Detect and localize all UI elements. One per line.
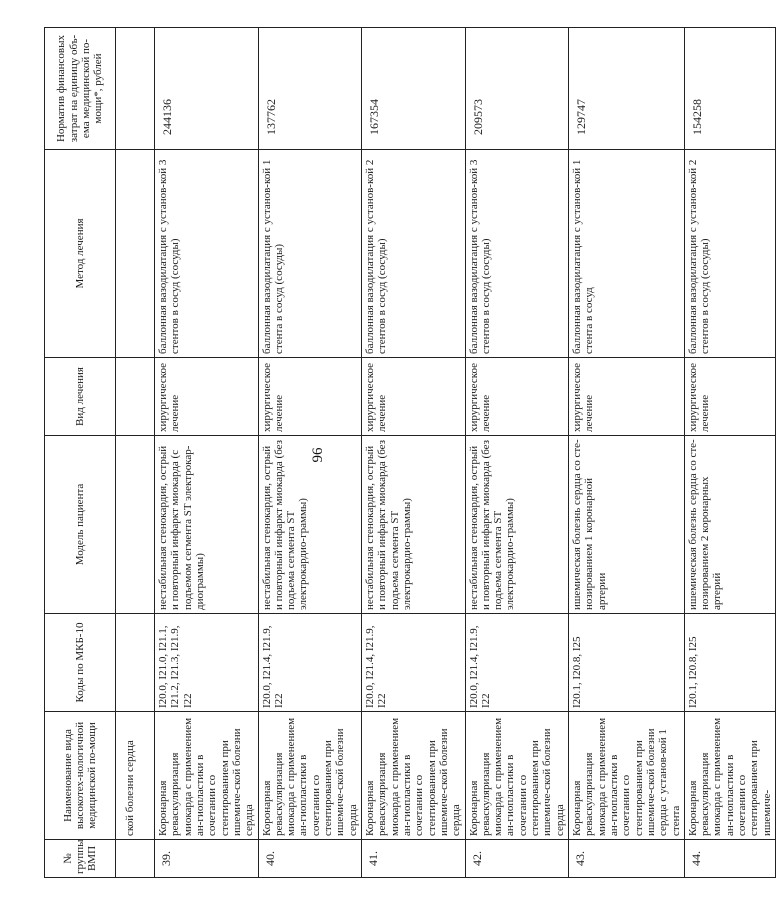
row-treatment-method: баллонная вазодилатация с установ-кой 2 стентов в сосуд (сосуды): [362, 150, 466, 358]
header-treatment-method: Метод лечения: [45, 150, 116, 358]
row-patient-model: нестабильная стенокардия, острый и повторный инфаркт миокарда (с подъемом сегмента ST электрокар-диограммы): [155, 436, 259, 614]
row-patient-model: ишемическая болезнь сердца со сте-нозированием 1 коронарной артерии: [569, 436, 685, 614]
header-cost-norm: Норматив финансовых затрат на единицу объ-ема медицинской по-мощи*, рублей: [45, 28, 116, 150]
row-patient-model: нестабильная стенокардия, острый и повторный инфаркт миокарда (без подъема сегмента ST электрокардио-граммы): [465, 436, 569, 614]
header-group-number: № группы ВМП: [45, 840, 116, 878]
row-patient-model: нестабильная стенокардия, острый и повторный инфаркт миокарда (без подъема сегмента ST электрокардио-граммы): [362, 436, 466, 614]
row-cost-norm: 167354: [362, 28, 466, 150]
table-row: [684, 28, 775, 878]
row-number: 44.: [684, 840, 775, 878]
rotated-table-container: [44, 28, 773, 878]
row-icd-codes: I20.0, I21.4, I21.9, I22: [362, 614, 466, 712]
continuation-text: ской болезни сердца: [116, 712, 155, 840]
row-patient-model: ишемическая болезнь сердца со сте-нозированием 2 коронарных артерий: [684, 436, 775, 614]
row-care-name: Коронарная реваскуляризация миокарда с применением ан-гиопластики в сочетании со стентированием при ишемиче-ской болезни сердца: [465, 712, 569, 840]
row-treatment-method: баллонная вазодилатация с установ-кой 3 стентов в сосуд (сосуды): [465, 150, 569, 358]
row-care-name: Коронарная реваскуляризация миокарда с применением ан-гиопластики в сочетании со стентированием при ишемиче-: [684, 712, 775, 840]
header-care-name: Наименование вида высокотех-нологичной медицинской по-мощи: [45, 712, 116, 840]
row-number: 40.: [258, 840, 362, 878]
row-cost-norm: 154258: [684, 28, 775, 150]
row-care-name: Коронарная реваскуляризация миокарда с применением ан-гиопластики в сочетании со стентированием при ишемиче-ской болезни сердца: [258, 712, 362, 840]
table-header-row: [45, 28, 116, 878]
row-number: 43.: [569, 840, 685, 878]
row-treatment-method: баллонная вазодилатация с установ-кой 2 стентов в сосуд (сосуды): [684, 150, 775, 358]
row-treatment-kind: хирургическое лечение: [684, 358, 775, 436]
table-row: [569, 28, 685, 878]
row-cost-norm: 209573: [465, 28, 569, 150]
row-cost-norm: 137762: [258, 28, 362, 150]
header-patient-model: Модель пациента: [45, 436, 116, 614]
row-cost-norm: 129747: [569, 28, 685, 150]
table-row: [465, 28, 569, 878]
row-treatment-kind: хирургическое лечение: [362, 358, 466, 436]
table-row: [362, 28, 466, 878]
table-row: [155, 28, 259, 878]
table-row: [258, 28, 362, 878]
row-icd-codes: I20.0, I21.4, I21.9, I22: [258, 614, 362, 712]
row-treatment-method: баллонная вазодилатация с установ-кой 1 стента в сосуд: [569, 150, 685, 358]
row-treatment-kind: хирургическое лечение: [465, 358, 569, 436]
row-patient-model: нестабильная стенокардия, острый и повторный инфаркт миокарда (без подъема сегмента ST электрокардио-граммы): [258, 436, 362, 614]
row-icd-codes: I20.1, I20.8, I25: [569, 614, 685, 712]
row-cost-norm: 244136: [155, 28, 259, 150]
row-icd-codes: I20.1, I20.8, I25: [684, 614, 775, 712]
page-number: 96: [310, 447, 326, 463]
row-care-name: Коронарная реваскуляризация миокарда с применением ан-гиопластики в сочетании со стентированием при ишемиче-ской болезни сердца с установ-кой 1 стента: [569, 712, 685, 840]
medical-care-table: [44, 27, 776, 878]
header-treatment-kind: Вид лечения: [45, 358, 116, 436]
row-number: 42.: [465, 840, 569, 878]
row-icd-codes: I20.0, I21.0, I21.1, I21.2, I21.3, I21.9, I22: [155, 614, 259, 712]
row-care-name: Коронарная реваскуляризация миокарда с применением ан-гиопластики в сочетании со стентированием при ишемиче-ской болезни сердца: [155, 712, 259, 840]
row-treatment-kind: хирургическое лечение: [569, 358, 685, 436]
continuation-row: [116, 28, 155, 878]
row-treatment-method: баллонная вазодилатация с установ-кой 3 стентов в сосуд (сосуды): [155, 150, 259, 358]
row-care-name: Коронарная реваскуляризация миокарда с применением ан-гиопластики в сочетании со стентированием при ишемиче-ской болезни сердца: [362, 712, 466, 840]
row-treatment-kind: хирургическое лечение: [155, 358, 259, 436]
row-treatment-method: баллонная вазодилатация с установ-кой 1 стента в сосуд (сосуды): [258, 150, 362, 358]
header-icd-codes: Коды по МКБ-10: [45, 614, 116, 712]
row-number: 39.: [155, 840, 259, 878]
row-number: 41.: [362, 840, 466, 878]
row-icd-codes: I20.0, I21.4, I21.9, I22: [465, 614, 569, 712]
row-treatment-kind: хирургическое лечение: [258, 358, 362, 436]
